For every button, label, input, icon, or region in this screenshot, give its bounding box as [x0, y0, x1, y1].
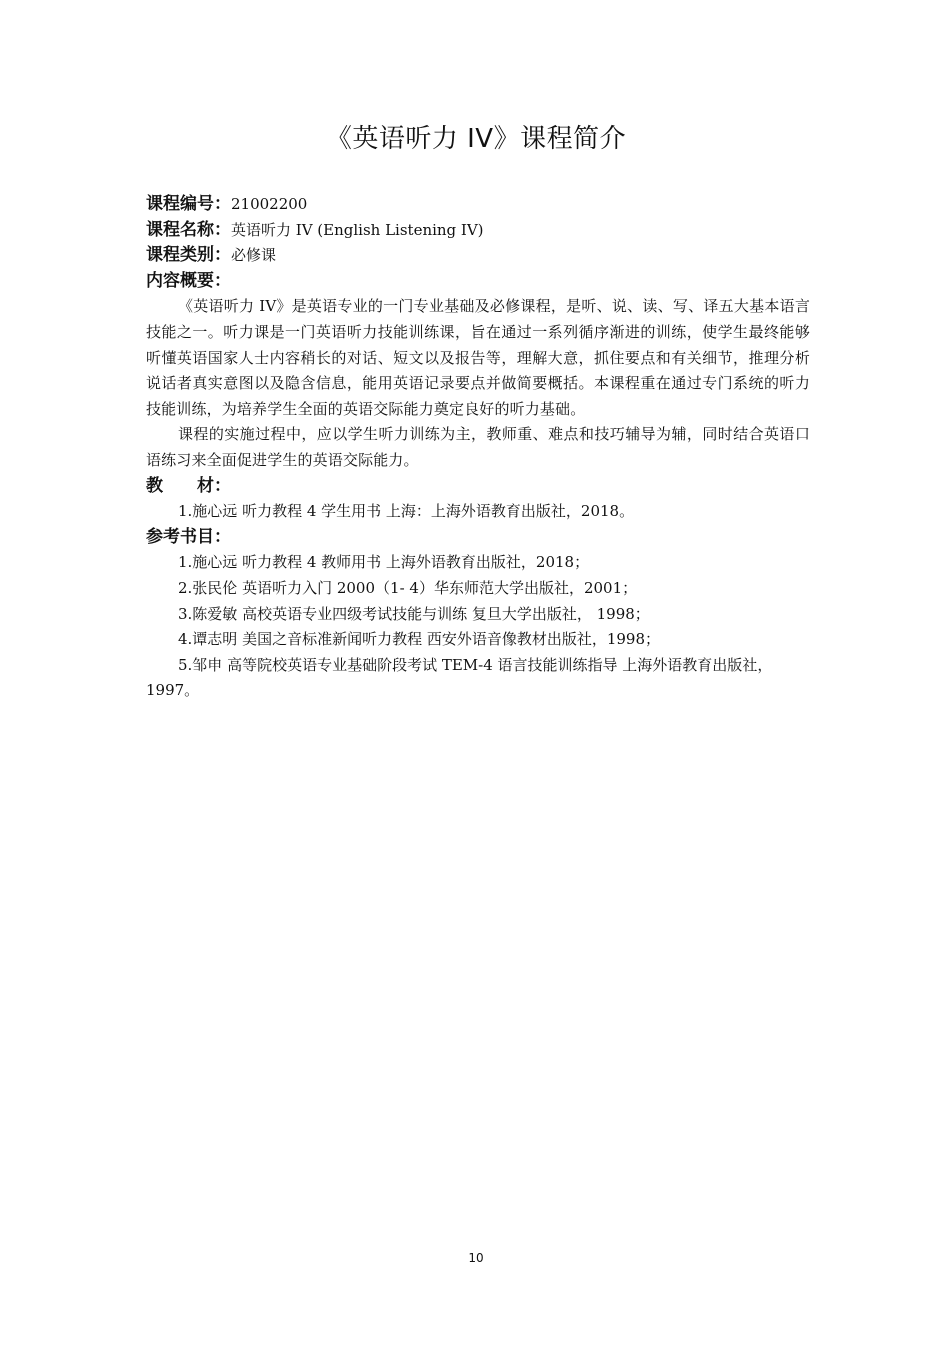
course-type-field	[146, 243, 810, 269]
reference-item: 4.谭志明 美国之音标准新闻听力教程 西安外语音像教材出版社，1998；	[178, 630, 661, 649]
course-code-field	[146, 192, 810, 218]
course-name-label: 课程名称：	[146, 219, 231, 240]
reference-item: 3.陈爱敏 高校英语专业四级考试技能与训练 复旦大学出版社， 1998；	[178, 604, 650, 623]
page-number: 10	[468, 1251, 484, 1265]
course-type-label: 课程类别：	[146, 245, 231, 266]
course-name-field	[146, 218, 810, 244]
summary-label: 内容概要：	[146, 270, 231, 291]
textbook-label: 教 材：	[146, 475, 231, 496]
references-label: 参考书目：	[146, 526, 231, 547]
summary-heading	[146, 269, 810, 295]
page-title: 《英语听力 IV》课程简介	[325, 124, 627, 154]
references-heading	[146, 525, 810, 551]
course-type-value: 必修课	[231, 246, 277, 265]
reference-item: 1.施心远 听力教程 4 教师用书 上海外语教育出版社，2018；	[178, 553, 590, 572]
summary-paragraph: 《英语听力 IV》是英语专业的一门专业基础及必修课程，是听、说、读、写、译五大基本语言技能之一。听力课是一门英语听力技能训练课，旨在通过一系列循序渐进的训练，使学生最终能够听懂英语国家人士内容稍长的对话、短文以及报告等，理解大意，抓住要点和有关细节，推理分析说话者真实意图以及隐含信息，能用英语记录要点并做简要概括。本课程重在通过专门系统的听力技能训练，为培养学生全面的英语交际能力奠定良好的听力基础。	[146, 297, 810, 418]
course-description	[146, 192, 810, 704]
course-code-label: 课程编号：	[146, 194, 231, 214]
reference-item: 5.邹申 高等院校英语专业基础阶段考试 TEM-4 语言技能训练指导 上海外语教育出版社， 1997。	[146, 655, 773, 700]
course-code-value: 21002200	[231, 195, 308, 213]
textbook-item: 1.施心远 听力教程 4 学生用书 上海：上海外语教育出版社，2018。	[178, 502, 635, 521]
summary-paragraph: 课程的实施过程中，应以学生听力训练为主，教师重、难点和技巧辅导为辅，同时结合英语口语练习来全面促进学生的英语交际能力。	[146, 425, 810, 469]
course-name-value: 英语听力 IV (English Listening IV)	[231, 220, 484, 239]
textbook-heading	[146, 474, 810, 500]
reference-item: 2.张民伦 英语听力入门 2000（1- 4）华东师范大学出版社，2001；	[178, 578, 638, 597]
